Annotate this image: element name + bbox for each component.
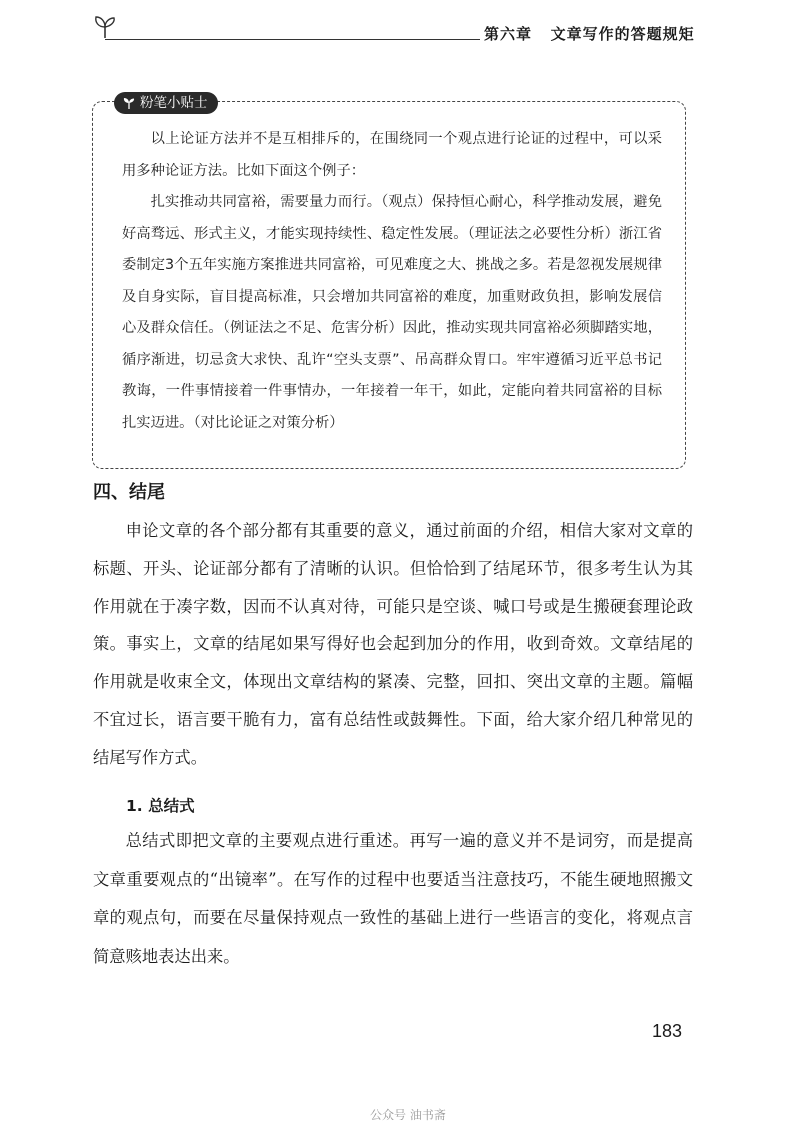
tip-badge-label: 粉笔小贴士 — [140, 95, 208, 111]
chapter-title: 第六章 文章写作的答题规矩 — [484, 25, 695, 43]
section-title: 四、结尾 — [93, 482, 165, 503]
tip-badge — [114, 92, 218, 114]
watermark: 公众号 油书斋 — [370, 1108, 446, 1122]
sprout-icon — [122, 96, 136, 110]
tip-paragraph: 以上论证方法并不是互相排斥的，在围绕同一个观点进行论证的过程中，可以采用多种论证方法。比如下面这个例子： — [122, 131, 662, 179]
tip-content — [122, 124, 662, 439]
page-header — [0, 0, 800, 60]
page-number: 183 — [652, 1021, 683, 1041]
body-paragraph: 总结式即把文章的主要观点进行重述。再写一遍的意义并不是词穷，而是提高文章重要观点的“出镜率”。在写作的过程中也要适当注意技巧，不能生硬地照搬文章的观点句，而要在尽量保持观点一致性的基础上进行一些语言的变化，将观点言简意赅地表达出来。 — [93, 831, 693, 966]
sprout-icon — [92, 14, 118, 40]
subsection-body — [93, 822, 693, 976]
subsection-title: 1. 总结式 — [126, 797, 195, 815]
section-body — [93, 512, 693, 777]
body-paragraph: 申论文章的各个部分都有其重要的意义，通过前面的介绍，相信大家对文章的标题、开头、论证部分都有了清晰的认识。但恰恰到了结尾环节，很多考生认为其作用就在于凑字数，因而不认真对待，可能只是空谈、喊口号或是生搬硬套理论政策。事实上，文章的结尾如果写得好也会起到加分的作用，收到奇效。文章结尾的作用就是收束全文，体现出文章结构的紧凑、完整，回扣、突出文章的主题。篇幅不宜过长，语言要干脆有力，富有总结性或鼓舞性。下面，给大家介绍几种常见的结尾写作方式。 — [93, 521, 693, 767]
header-rule — [105, 39, 480, 40]
tip-paragraph: 扎实推动共同富裕，需要量力而行。（观点）保持恒心耐心，科学推动发展，避免好高骛远、形式主义，才能实现持续性、稳定性发展。（理证法之必要性分析）浙江省委制定3个五年实施方案推进共同富裕，可见难度之大、挑战之多。若是忽视发展规律及自身实际，盲目提高标准，只会增加共同富裕的难度，加重财政负担，影响发展信心及群众信任。（例证法之不足、危害分析）因此，推动实现共同富裕必须脚踏实地，循序渐进，切忌贪大求快、乱许“空头支票”、吊高群众胃口。牢牢遵循习近平总书记教诲，一件事情接着一件事情办，一年接着一年干，如此，定能向着共同富裕的目标扎实迈进。（对比论证之对策分析） — [122, 194, 662, 431]
